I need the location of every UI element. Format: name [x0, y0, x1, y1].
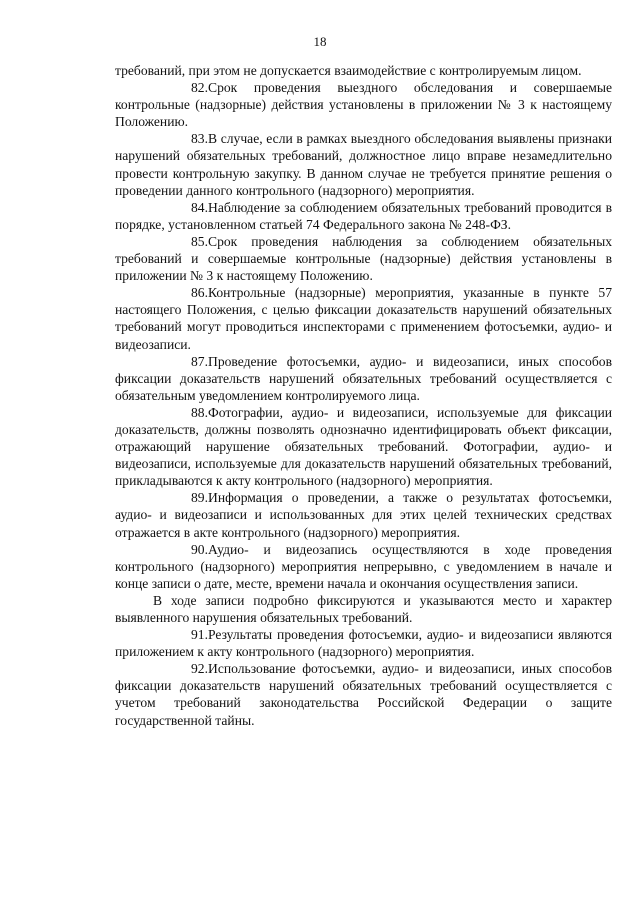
paragraph-91 — [115, 626, 612, 660]
paragraph-number: 85. — [191, 233, 208, 249]
paragraph-text: Использование фотосъемки, аудио- и видеозаписи, иных способов фиксации доказательств нарушений обязательных требований осуществляется с учетом требований законодательства Российской Федерации о защите государственной тайны. — [115, 661, 612, 728]
paragraph-text: Аудио- и видеозапись осуществляются в ходе проведения контрольного (надзорного) мероприятия непрерывно, с уведомлением в начале и конце записи о дате, месте, времени начала и окончания осуществления записи. — [115, 541, 612, 591]
paragraph-text: Результаты проведения фотосъемки, аудио- и видеозаписи являются приложением к акту контрольного (надзорного) мероприятия. — [115, 627, 612, 660]
paragraph-continuation — [115, 62, 612, 79]
paragraph-text: требований, при этом не допускается взаимодействие с контролируемым лицом. — [115, 63, 582, 78]
paragraph-number: 91. — [191, 627, 208, 643]
paragraph-number: 82. — [191, 80, 208, 96]
paragraph-83 — [115, 130, 612, 198]
paragraph-88 — [115, 404, 612, 489]
paragraph-number: 89. — [191, 490, 208, 506]
paragraph-85 — [115, 233, 612, 284]
paragraph-number: 84. — [191, 199, 208, 215]
paragraph-number: 86. — [191, 285, 208, 301]
paragraph-number: 92. — [191, 661, 208, 677]
paragraph-86 — [115, 284, 612, 352]
paragraph-text: Наблюдение за соблюдением обязательных требований проводится в порядке, установленном статьей 74 Федерального закона № 248-ФЗ. — [115, 199, 612, 232]
paragraph-text: В случае, если в рамках выездного обследования выявлены признаки нарушений обязательных требований, должностное лицо вправе незамедлительно провести контрольную закупку. В данном случае не требуется принятие решения о проведении данного контрольного (надзорного) мероприятия. — [115, 131, 612, 198]
page-number: 18 — [313, 34, 327, 49]
paragraph-87 — [115, 353, 612, 404]
paragraph-89 — [115, 489, 612, 540]
paragraph-text: Проведение фотосъемки, аудио- и видеозаписи, иных способов фиксации доказательств нарушений обязательных требований осуществляется с обязательным уведомлением контролируемого лица. — [115, 353, 612, 403]
paragraph-84 — [115, 199, 612, 233]
paragraph-number: 87. — [191, 353, 208, 369]
paragraph-text: Фотографии, аудио- и видеозаписи, используемые для фиксации доказательств, должны позволять однозначно идентифицировать объект фиксации, отражающий нарушение обязательных требований. Фотографии, аудио- и видеозаписи, используемые для доказательств нарушений обязательных требований, прикладываются к акту контрольного (надзорного) мероприятия. — [115, 404, 612, 489]
paragraph-text: Контрольные (надзорные) мероприятия, указанные в пункте 57 настоящего Положения, с целью фиксации доказательств нарушений обязательных требований могут проводиться инспекторами с применением фотосъемки, аудио- и видеозаписи. — [115, 285, 612, 352]
paragraph-text: Срок проведения наблюдения за соблюдением обязательных требований и совершаемые контрольные (надзорные) действия установлены в приложении № 3 к настоящему Положению. — [115, 233, 612, 284]
paragraph-90-note — [115, 592, 612, 626]
paragraph-92 — [115, 660, 612, 728]
paragraph-number: 88. — [191, 404, 208, 420]
paragraph-number: 90. — [191, 541, 208, 557]
paragraph-text: Информация о проведении, а также о результатах фотосъемки, аудио- и видеозаписи и использованных для этих целей технических средствах отражается в акте контрольного (надзорного) мероприятия. — [115, 490, 612, 540]
paragraph-number: 83. — [191, 131, 208, 147]
paragraph-text: В ходе записи подробно фиксируются и указываются место и характер выявленного нарушения обязательных требований. — [115, 592, 612, 625]
paragraph-82 — [115, 79, 612, 130]
paragraph-90 — [115, 541, 612, 592]
document-body — [115, 62, 612, 729]
paragraph-text: Срок проведения выездного обследования и совершаемые контрольные (надзорные) действия установлены в приложении № 3 к настоящему Положению. — [115, 80, 612, 130]
